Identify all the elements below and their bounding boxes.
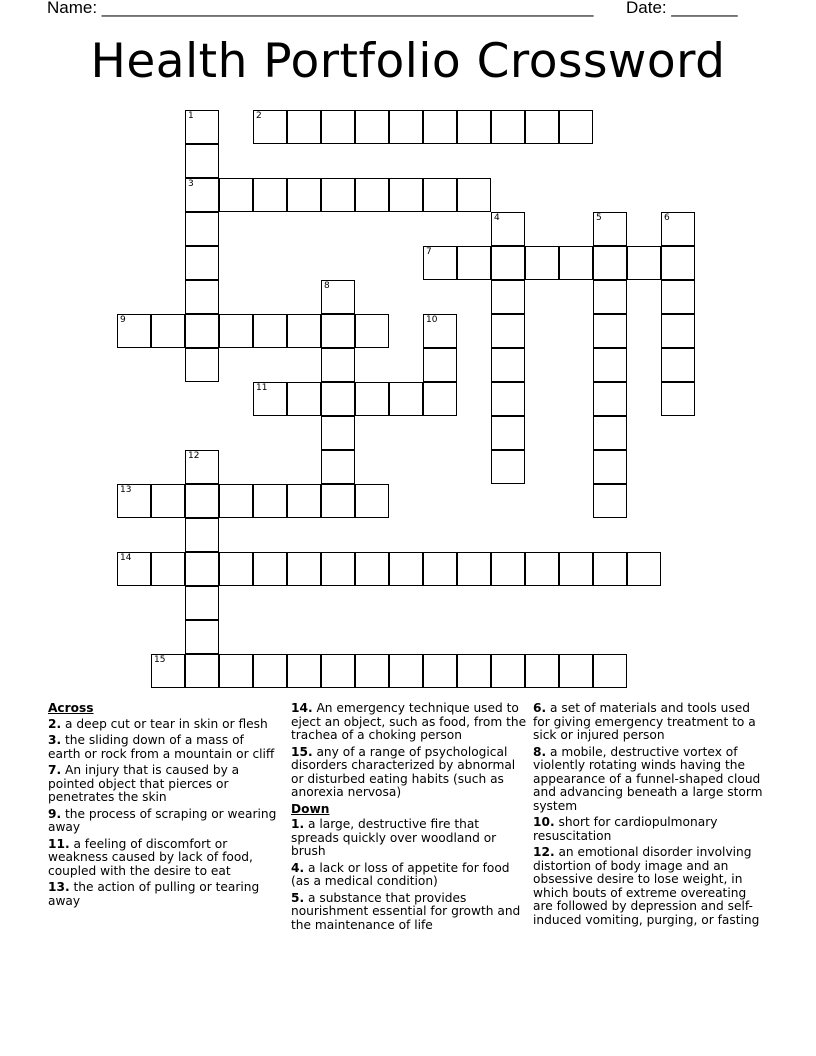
- grid-cell[interactable]: [287, 484, 321, 518]
- clue-item: [291, 892, 527, 933]
- clue-number: 8.: [533, 744, 547, 759]
- grid-cell[interactable]: [185, 484, 219, 518]
- clue-text: the process of scraping or wearing away: [48, 806, 277, 834]
- grid-cell[interactable]: [185, 586, 219, 620]
- grid-cell[interactable]: [525, 654, 559, 688]
- clue-text: a large, destructive fire that spreads quickly over woodland or brush: [291, 817, 497, 858]
- clue-item: [48, 718, 278, 732]
- clue-item: [533, 846, 769, 927]
- grid-cell[interactable]: [491, 416, 525, 450]
- clue-item: [291, 862, 527, 889]
- grid-cell[interactable]: [389, 110, 423, 144]
- cell-number: 6: [664, 213, 670, 223]
- grid-cell[interactable]: [355, 314, 389, 348]
- clue-number: 13.: [48, 880, 70, 894]
- clue-item: [533, 816, 769, 843]
- grid-cell[interactable]: [491, 654, 525, 688]
- cell-number: 5: [596, 213, 602, 223]
- clue-item: [48, 808, 278, 835]
- grid-cell[interactable]: [253, 552, 287, 586]
- cell-number: 7: [426, 247, 432, 257]
- grid-cell[interactable]: [559, 110, 593, 144]
- clue-number: 11.: [48, 836, 70, 851]
- cell-number: 11: [256, 383, 268, 393]
- grid-cell[interactable]: [355, 110, 389, 144]
- cell-number: 9: [120, 315, 126, 325]
- clue-text: the action of pulling or tearing away: [48, 880, 260, 908]
- cell-number: 15: [154, 655, 166, 665]
- grid-cell[interactable]: [117, 314, 151, 348]
- grid-cell[interactable]: [185, 348, 219, 382]
- grid-cell[interactable]: [423, 178, 457, 212]
- clues-column-1: [48, 702, 278, 911]
- grid-cell[interactable]: [423, 552, 457, 586]
- grid-cell[interactable]: [287, 314, 321, 348]
- clue-item: [48, 881, 278, 908]
- grid-cell[interactable]: [355, 552, 389, 586]
- grid-cell[interactable]: [593, 348, 627, 382]
- cell-number: 13: [120, 485, 132, 495]
- grid-cell[interactable]: [185, 212, 219, 246]
- grid-cell[interactable]: [321, 654, 355, 688]
- clue-number: 2.: [48, 716, 62, 731]
- cell-number: 12: [188, 451, 200, 461]
- grid-cell[interactable]: [185, 518, 219, 552]
- cell-number: 8: [324, 281, 330, 291]
- grid-cell[interactable]: [559, 654, 593, 688]
- grid-cell[interactable]: [321, 280, 355, 314]
- grid-cell[interactable]: [491, 110, 525, 144]
- grid-cell[interactable]: [491, 450, 525, 484]
- clue-text: a feeling of discomfort or weakness caused by lack of food, coupled with the desire to eat: [48, 836, 253, 878]
- grid-cell[interactable]: [423, 246, 457, 280]
- name-field-label: Name: ____________________________________________________: [47, 0, 594, 17]
- grid-cell[interactable]: [389, 382, 423, 416]
- grid-cell[interactable]: [593, 314, 627, 348]
- grid-cell[interactable]: [593, 654, 627, 688]
- page-title: Health Portfolio Crossword: [90, 34, 726, 89]
- across-heading: Across: [48, 701, 94, 715]
- grid-cell[interactable]: [287, 552, 321, 586]
- grid-cell[interactable]: [627, 552, 661, 586]
- clues-column-2: [291, 702, 527, 935]
- grid-cell[interactable]: [321, 348, 355, 382]
- grid-cell[interactable]: [185, 654, 219, 688]
- grid-cell[interactable]: [219, 314, 253, 348]
- grid-cell[interactable]: [185, 620, 219, 654]
- grid-cell[interactable]: [525, 552, 559, 586]
- grid-cell[interactable]: [491, 348, 525, 382]
- grid-cell[interactable]: [661, 280, 695, 314]
- clue-number: 5.: [291, 890, 305, 905]
- down-heading: Down: [291, 801, 330, 816]
- grid-cell[interactable]: [593, 246, 627, 280]
- grid-cell[interactable]: [559, 246, 593, 280]
- grid-cell[interactable]: [593, 484, 627, 518]
- cell-number: 4: [494, 213, 500, 223]
- grid-cell[interactable]: [321, 484, 355, 518]
- grid-cell[interactable]: [219, 178, 253, 212]
- cell-number: 14: [120, 553, 132, 563]
- clue-item: [48, 764, 278, 805]
- clue-number: 7.: [48, 763, 62, 777]
- grid-cell[interactable]: [185, 178, 219, 212]
- clue-item: [48, 838, 278, 879]
- grid-cell[interactable]: [151, 654, 185, 688]
- clue-number: 10.: [533, 815, 555, 829]
- clue-text: a lack or loss of appetite for food (as a medical condition): [291, 860, 510, 888]
- clue-number: 3.: [48, 733, 62, 747]
- cell-number: 10: [426, 315, 438, 325]
- grid-cell[interactable]: [321, 552, 355, 586]
- grid-cell[interactable]: [661, 382, 695, 416]
- grid-cell[interactable]: [423, 348, 457, 382]
- grid-cell[interactable]: [491, 280, 525, 314]
- cell-number: 2: [256, 111, 262, 121]
- clue-text: An injury that is caused by a pointed object that pierces or penetrates the skin: [48, 763, 240, 804]
- grid-cell[interactable]: [219, 654, 253, 688]
- grid-cell[interactable]: [287, 110, 321, 144]
- clue-text: an emotional disorder involving distortion of body image and an obsessive desire to lose weight, in which bouts of extreme overeating are followed by depression and self-induced vomiting, purging, or fasting: [533, 845, 760, 927]
- grid-cell[interactable]: [185, 246, 219, 280]
- grid-cell[interactable]: [185, 144, 219, 178]
- cell-number: 3: [188, 179, 194, 189]
- grid-cell[interactable]: [185, 314, 219, 348]
- grid-cell[interactable]: [423, 110, 457, 144]
- grid-cell[interactable]: [321, 314, 355, 348]
- clue-text: a substance that provides nourishment essential for growth and the maintenance of life: [291, 890, 521, 932]
- grid-cell[interactable]: [287, 654, 321, 688]
- grid-cell[interactable]: [661, 348, 695, 382]
- grid-cell[interactable]: [151, 314, 185, 348]
- clue-text: short for cardiopulmonary resuscitation: [533, 815, 718, 843]
- clue-text: a set of materials and tools used for giving emergency treatment to a sick or injured person: [533, 701, 756, 742]
- clue-text: a deep cut or tear in skin or flesh: [61, 716, 268, 731]
- grid-cell[interactable]: [355, 178, 389, 212]
- clues-column-3: [533, 702, 769, 930]
- clue-number: 4.: [291, 860, 305, 875]
- grid-cell[interactable]: [389, 178, 423, 212]
- grid-cell[interactable]: [321, 178, 355, 212]
- grid-cell[interactable]: [423, 654, 457, 688]
- grid-cell[interactable]: [355, 654, 389, 688]
- clue-text: the sliding down of a mass of earth or rock from a mountain or cliff: [48, 733, 275, 761]
- grid-cell[interactable]: [253, 484, 287, 518]
- grid-cell[interactable]: [151, 484, 185, 518]
- grid-cell[interactable]: [457, 552, 491, 586]
- clue-item: [291, 746, 527, 800]
- grid-cell[interactable]: [185, 450, 219, 484]
- grid-cell[interactable]: [185, 280, 219, 314]
- grid-cell[interactable]: [457, 178, 491, 212]
- grid-cell[interactable]: [389, 552, 423, 586]
- grid-cell[interactable]: [423, 382, 457, 416]
- grid-cell[interactable]: [321, 382, 355, 416]
- grid-cell[interactable]: [253, 314, 287, 348]
- clue-text: any of a range of psychological disorders characterized by abnormal or disturbed eating habits (such as anorexia nervosa): [291, 744, 516, 799]
- grid-cell[interactable]: [423, 314, 457, 348]
- grid-cell[interactable]: [151, 552, 185, 586]
- grid-cell[interactable]: [491, 246, 525, 280]
- grid-cell[interactable]: [593, 280, 627, 314]
- grid-cell[interactable]: [117, 484, 151, 518]
- clue-number: 9.: [48, 806, 62, 821]
- grid-cell[interactable]: [287, 382, 321, 416]
- grid-cell[interactable]: [253, 178, 287, 212]
- grid-cell[interactable]: [253, 110, 287, 144]
- grid-cell[interactable]: [525, 246, 559, 280]
- grid-cell[interactable]: [491, 552, 525, 586]
- grid-cell[interactable]: [355, 484, 389, 518]
- grid-cell[interactable]: [321, 450, 355, 484]
- grid-cell[interactable]: [219, 552, 253, 586]
- clue-number: 14.: [291, 701, 313, 715]
- grid-cell[interactable]: [661, 314, 695, 348]
- grid-cell[interactable]: [559, 552, 593, 586]
- grid-cell[interactable]: [593, 416, 627, 450]
- grid-cell[interactable]: [321, 110, 355, 144]
- grid-cell[interactable]: [593, 450, 627, 484]
- grid-cell[interactable]: [287, 178, 321, 212]
- clue-item: [533, 746, 769, 814]
- clue-item: [48, 734, 278, 761]
- grid-cell[interactable]: [491, 314, 525, 348]
- grid-cell[interactable]: [185, 110, 219, 144]
- clue-number: 6.: [533, 701, 547, 715]
- grid-cell[interactable]: [355, 382, 389, 416]
- grid-cell[interactable]: [253, 654, 287, 688]
- clue-item: [291, 818, 527, 859]
- grid-cell[interactable]: [491, 382, 525, 416]
- clue-text: a mobile, destructive vortex of violently rotating winds having the appearance of a funnel-shaped cloud and advancing beneath a large storm system: [533, 744, 763, 813]
- grid-cell[interactable]: [593, 382, 627, 416]
- grid-cell[interactable]: [661, 212, 695, 246]
- clue-item: [291, 702, 527, 743]
- clue-text: An emergency technique used to eject an object, such as food, from the trachea of a choking person: [291, 701, 527, 742]
- grid-cell[interactable]: [593, 552, 627, 586]
- clue-number: 12.: [533, 845, 555, 859]
- grid-cell[interactable]: [457, 110, 491, 144]
- grid-cell[interactable]: [457, 654, 491, 688]
- grid-cell[interactable]: [389, 654, 423, 688]
- grid-cell[interactable]: [321, 416, 355, 450]
- grid-cell[interactable]: [457, 246, 491, 280]
- grid-cell[interactable]: [491, 212, 525, 246]
- clue-number: 15.: [291, 744, 313, 759]
- grid-cell[interactable]: [661, 246, 695, 280]
- clue-number: 1.: [291, 817, 305, 831]
- grid-cell[interactable]: [219, 484, 253, 518]
- grid-cell[interactable]: [253, 382, 287, 416]
- grid-cell[interactable]: [525, 110, 559, 144]
- date-field-label: Date: _______: [626, 0, 738, 17]
- grid-cell[interactable]: [117, 552, 151, 586]
- clue-item: [533, 702, 769, 743]
- cell-number: 1: [188, 111, 194, 121]
- grid-cell[interactable]: [185, 552, 219, 586]
- grid-cell[interactable]: [593, 212, 627, 246]
- grid-cell[interactable]: [627, 246, 661, 280]
